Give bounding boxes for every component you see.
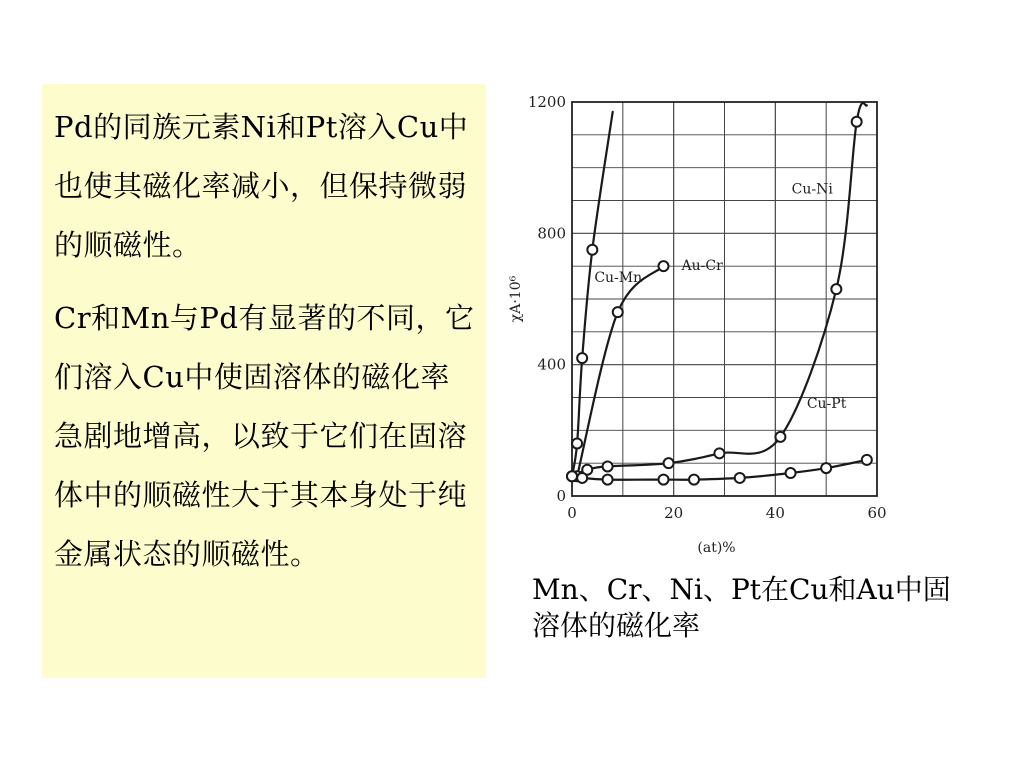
data-point-cu-mn (587, 245, 597, 255)
text-panel (42, 84, 486, 678)
series-line-cu-ni (572, 103, 867, 476)
data-point-cu-ni (775, 432, 785, 442)
y-tick-label: 0 (556, 487, 566, 505)
y-tick-label: 1200 (527, 93, 566, 111)
series-label-cu-pt: Cu-Pt (806, 395, 847, 412)
data-point-cu-pt (735, 473, 745, 483)
chart-curves (572, 103, 867, 480)
data-point-cu-pt (862, 455, 872, 465)
figure-caption: Mn、Cr、Ni、Pt在Cu和Au中固溶体的磁化率 (532, 573, 951, 642)
series-label-au-cr: Au-Cr (681, 258, 723, 275)
paragraph-nickel-platinum: Pd的同族元素Ni和Pt溶入Cu中也使其磁化率减小，但保持微弱的顺磁性。 (54, 110, 469, 262)
data-point-cu-mn (572, 438, 582, 448)
y-axis-label: χA·10⁶ (508, 275, 524, 323)
data-point-au-cr (659, 261, 669, 271)
data-point-cu-mn (577, 353, 587, 363)
data-point-cu-pt (821, 463, 831, 473)
series-label-cu-ni: Cu-Ni (791, 181, 833, 198)
chart-labels (508, 93, 887, 556)
series-line-cu-mn (572, 112, 613, 476)
series-line-au-cr (577, 266, 663, 476)
data-point-cu-pt (603, 475, 613, 485)
chart-grid (572, 102, 877, 496)
series-label-cu-mn: Cu-Mn (594, 269, 643, 286)
data-point-cu-pt (567, 471, 577, 481)
data-point-cu-ni (664, 458, 674, 468)
paragraph-chromium-manganese: Cr和Mn与Pd有显著的不同，它们溶入Cu中使固溶体的磁化率急剧地增高，以致于它们在固溶体中的顺磁性大于其本身处于纯金属状态的顺磁性。 (54, 301, 475, 571)
data-point-cu-ni (831, 284, 841, 294)
data-point-cu-pt (786, 468, 796, 478)
x-tick-label: 0 (567, 504, 577, 522)
data-point-cu-ni (852, 117, 862, 127)
x-tick-label: 20 (664, 504, 684, 522)
data-point-cu-pt (659, 475, 669, 485)
data-point-cu-pt (577, 473, 587, 483)
data-point-cu-ni (714, 448, 724, 458)
susceptibility-chart (492, 88, 912, 568)
data-point-cu-ni (603, 461, 613, 471)
data-point-cu-pt (689, 475, 699, 485)
data-point-au-cr (613, 307, 623, 317)
y-tick-label: 400 (537, 355, 566, 374)
x-axis-label: (at)% (697, 540, 736, 556)
x-tick-label: 40 (765, 504, 785, 522)
x-tick-label: 60 (867, 504, 887, 522)
y-tick-label: 800 (537, 224, 566, 243)
